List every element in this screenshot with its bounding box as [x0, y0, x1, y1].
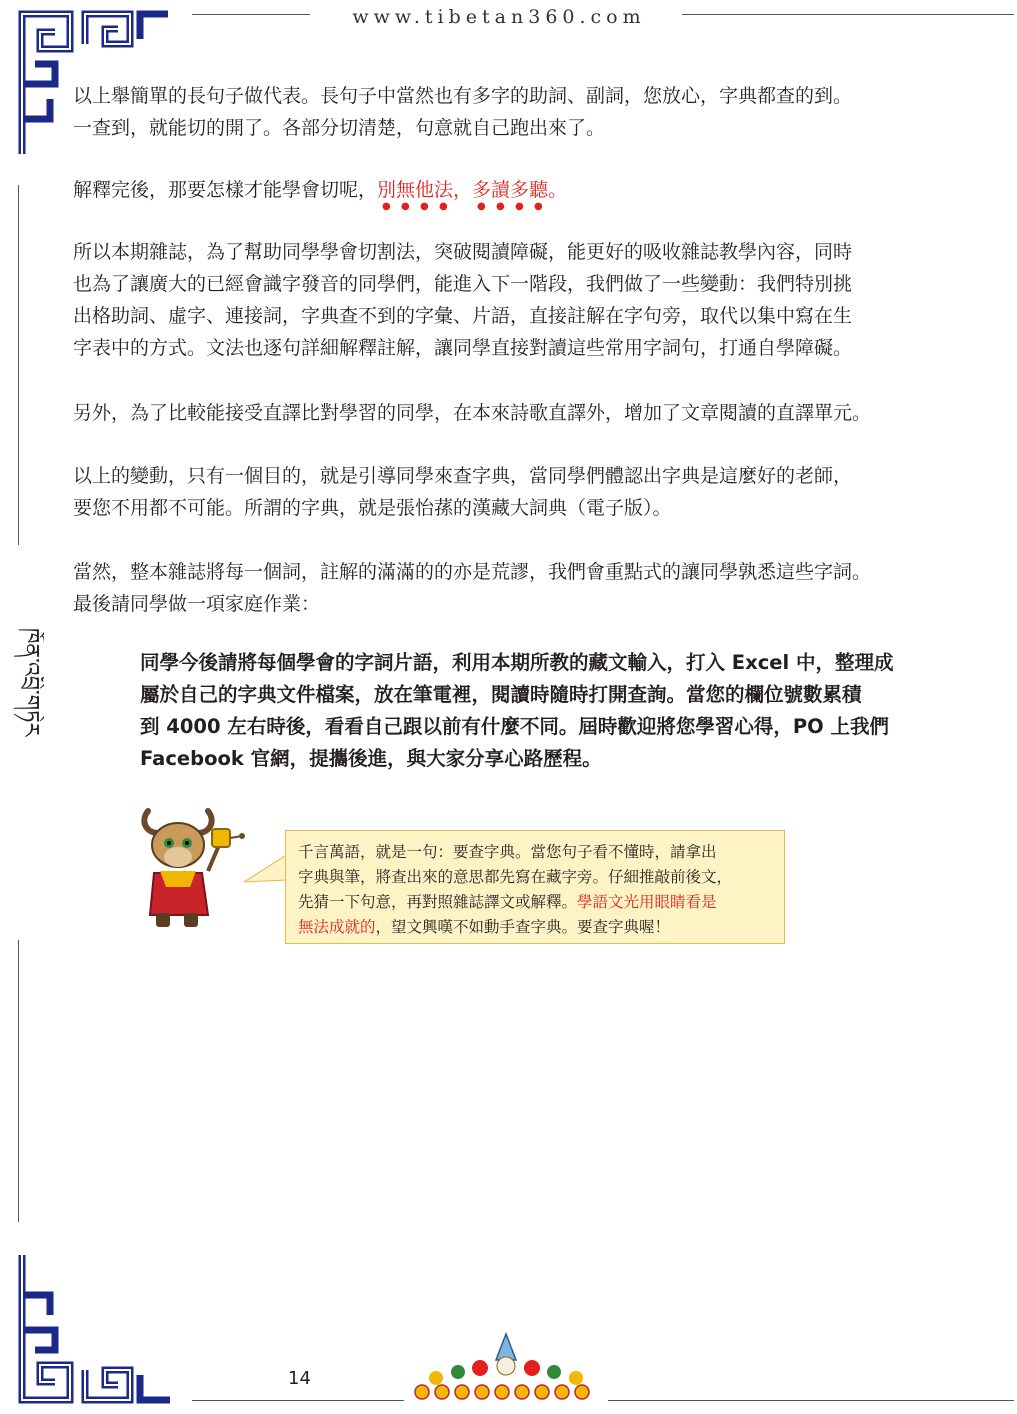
offerings-ornament-icon	[408, 1330, 604, 1402]
text-span: 解釋完後，那要怎樣才能學會切呢，	[73, 179, 378, 201]
page-number: 14	[288, 1368, 311, 1389]
homework-line: 同學今後請將每個學會的字詞片語，利用本期所教的藏文輸入，打入 Excel 中，整理成	[140, 651, 894, 674]
emphasis-phrase-2: 多讀多聽	[472, 179, 549, 201]
corner-ornament-bottom-icon	[10, 1250, 175, 1410]
homework-block	[140, 647, 950, 775]
callout-highlight: 學語文光用眼睛看是	[577, 893, 717, 911]
paragraph-2	[73, 174, 953, 212]
header-rule-right	[682, 14, 1014, 15]
paragraph-5	[73, 460, 953, 524]
margin-rule-bottom	[18, 940, 19, 1222]
header-rule-left	[192, 14, 310, 15]
callout-line: 字典與筆，將查出來的意思都先寫在藏字旁。仔細推敲前後文，	[298, 868, 733, 886]
text-line: 字表中的方式。文法也逐句詳細解釋註解，讓同學直接對讀這些常用字詞句，打通自學障礙。	[73, 337, 853, 359]
text-line: 要您不用都不可能。所謂的字典，就是張怡蓀的漢藏大詞典（電子版）。	[73, 497, 672, 519]
svg-text:ཁོན་འབྲི་གཏེར: ཁོན་འབྲི་གཏེར	[18, 628, 43, 737]
paragraph-6	[73, 556, 953, 620]
text-line: 所以本期雜誌，為了幫助同學學會切割法，突破閱讀障礙，能更好的吸收雜誌教學內容，同時	[73, 241, 853, 263]
paragraph-1	[73, 80, 953, 144]
text-line: 以上舉簡單的長句子做代表。長句子中當然也有多字的助詞、副詞，您放心，字典都查的到。	[73, 85, 853, 107]
homework-line: 到 4000 左右時後，看看自己跟以前有什麼不同。屆時歡迎將您學習心得，PO 上我們	[140, 715, 890, 738]
header-url[interactable]: www.tibetan360.com	[352, 6, 646, 28]
homework-line: 屬於自己的字典文件檔案，放在筆電裡，閱讀時隨時打開查詢。當您的欄位號數累積	[140, 683, 862, 706]
text-line: 當然，整本雜誌將每一個詞，註解的滿滿的的亦是荒謬，我們會重點式的讓同學孰悉這些字詞。	[73, 561, 872, 583]
callout-text: 先猜一下句意，再對照雜誌譯文或解釋。	[298, 893, 578, 911]
callout-line: 千言萬語，就是一句：要查字典。當您句子看不懂時，請拿出	[298, 843, 717, 861]
text-line: 也為了讓廣大的已經會識字發音的同學們，能進入下一階段，我們做了一些變動：我們特別挑	[73, 273, 853, 295]
callout-tail	[244, 852, 288, 892]
side-tibetan-title	[4, 618, 44, 768]
footer-rule-left	[192, 1400, 404, 1401]
text-line: 最後請同學做一項家庭作業：	[73, 593, 321, 615]
text-line: 一查到，就能切的開了。各部分切清楚，句意就自己跑出來了。	[73, 117, 606, 139]
tip-callout	[285, 830, 785, 944]
text-line: 以上的變動，只有一個目的，就是引導同學來查字典，當同學們體認出字典是這麼好的老師，	[73, 465, 853, 487]
margin-rule-top	[18, 185, 19, 545]
text-line: 另外，為了比較能接受直譯比對學習的同學，在本來詩歌直譯外，增加了文章閱讀的直譯單元。	[73, 402, 872, 424]
yak-mascot-icon	[138, 803, 246, 933]
paragraph-3	[73, 236, 953, 364]
text-span: 。	[548, 179, 568, 201]
paragraph-4	[73, 397, 953, 429]
text-line: 出格助詞、虛字、連接詞，字典查不到的字彙、片語，直接註解在字句旁，取代以集中寫在生	[73, 305, 853, 327]
footer-rule-right	[608, 1400, 1014, 1401]
homework-line: Facebook 官網，提攜後進，與大家分享心路歷程。	[140, 747, 602, 770]
emphasis-phrase-1: 別無他法	[377, 179, 454, 201]
callout-text: ，望文興嘆不如動手查字典。要查字典喔！	[375, 918, 671, 936]
text-span: ，	[453, 179, 473, 201]
callout-highlight: 無法成就的	[298, 918, 376, 936]
